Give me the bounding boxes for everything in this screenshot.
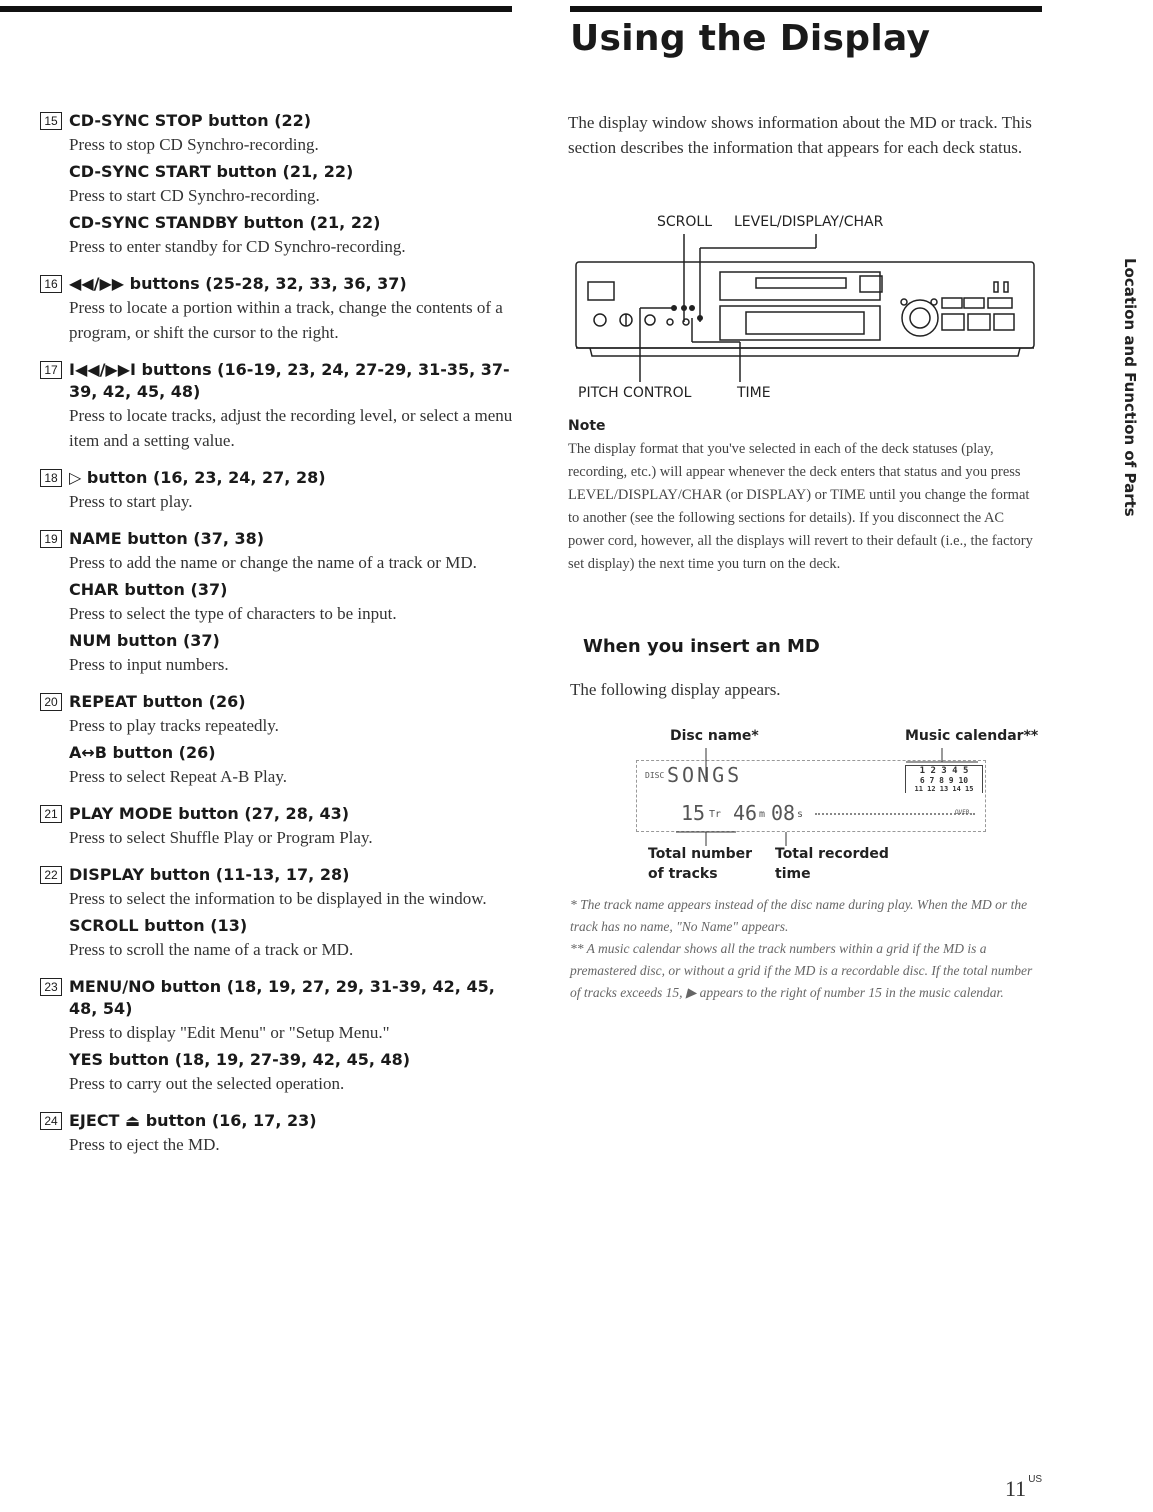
footnote-disc-name: * The track name appears instead of the disc name during play. When the MD or the track has no name, "No Name" appears.	[570, 897, 1028, 934]
item-heading: NAME button (37, 38)	[69, 529, 265, 548]
label-total-number: Total number	[648, 846, 753, 862]
button-descriptions	[40, 110, 520, 1171]
label-pitch-control: PITCH CONTROL	[578, 385, 692, 401]
item-number: 23	[40, 978, 62, 996]
item-heading: CD-SYNC START button (21, 22)	[69, 162, 354, 181]
item-heading: REPEAT button (26)	[69, 692, 246, 711]
lcd-track-unit: Tr	[709, 809, 722, 820]
item-description: Press to carry out the selected operation.	[69, 1074, 345, 1093]
item-description: Press to start CD Synchro-recording.	[69, 186, 320, 205]
item-number: 18	[40, 469, 62, 487]
item-number: 19	[40, 530, 62, 548]
item-description: Press to play tracks repeatedly.	[69, 716, 279, 735]
item-17	[40, 359, 520, 457]
item-heading: MENU/NO button (18, 19, 27, 29, 31-39, 42, 45, 48, 54)	[69, 977, 495, 1018]
item-20	[40, 691, 520, 793]
item-description: Press to select Repeat A-B Play.	[69, 767, 287, 786]
item-heading: I◀◀/▶▶I buttons (16-19, 23, 24, 27-29, 31-35, 37-39, 42, 45, 48)	[69, 360, 510, 401]
label-time-recorded: time	[775, 866, 811, 882]
lcd-over: OVER	[955, 809, 970, 816]
item-number: 24	[40, 1112, 62, 1130]
item-18	[40, 467, 520, 518]
calendar-row: 6 7 8 9 10	[919, 776, 969, 785]
page-number	[1005, 1474, 1042, 1502]
lcd-track-count: 15	[681, 801, 706, 825]
item-description: Press to locate tracks, adjust the recording level, or select a menu item and a setting value.	[69, 406, 513, 450]
item-description: Press to start play.	[69, 492, 193, 511]
side-tab-label: Location and Function of Parts	[1121, 258, 1139, 517]
item-heading: NUM button (37)	[69, 631, 220, 650]
item-15	[40, 110, 520, 263]
intro-paragraph: The display window shows information about the MD or track. This section describes the information that appears for each deck status.	[568, 113, 1032, 157]
item-heading: EJECT ⏏ button (16, 17, 23)	[69, 1111, 317, 1130]
display-section	[568, 110, 1043, 160]
item-22	[40, 864, 520, 966]
lcd-seconds-unit: s	[797, 809, 804, 820]
section-text: The following display appears.	[570, 680, 781, 699]
item-description: Press to stop CD Synchro-recording.	[69, 135, 319, 154]
footnote-music-calendar: ** A music calendar shows all the track numbers within a grid if the MD is a premastered disc, or without a grid if the MD is a recordable disc. If the total number of tracks exceeds 15, ▶ appears to the right of number 15 in the music calendar.	[570, 941, 1033, 1000]
item-number: 22	[40, 866, 62, 884]
page-number-value: 11	[1005, 1476, 1027, 1501]
top-rule-left	[0, 6, 512, 12]
item-heading: ▷ button (16, 23, 24, 27, 28)	[69, 468, 326, 487]
page-number-suffix: US	[1028, 1474, 1043, 1485]
label-of-tracks: of tracks	[648, 866, 718, 882]
page-title: Using the Display	[570, 18, 931, 59]
power-switch	[588, 282, 614, 300]
item-number: 15	[40, 112, 62, 130]
item-description: Press to add the name or change the name of a track or MD.	[69, 553, 477, 572]
item-heading: YES button (18, 19, 27-39, 42, 45, 48)	[69, 1050, 411, 1069]
item-description: Press to scroll the name of a track or MD.	[69, 940, 354, 959]
item-description: Press to display "Edit Menu" or "Setup Menu."	[69, 1023, 390, 1042]
display-leader-lines	[636, 748, 986, 848]
item-heading: CD-SYNC STANDBY button (21, 22)	[69, 213, 381, 232]
item-heading: CHAR button (37)	[69, 580, 228, 599]
phones-jack	[594, 314, 606, 326]
item-number: 16	[40, 275, 62, 293]
label-total-recorded: Total recorded	[775, 846, 889, 862]
item-number: 20	[40, 693, 62, 711]
item-heading: CD-SYNC STOP button (22)	[69, 111, 312, 130]
calendar-row: 1 2 3 4 5	[919, 766, 969, 776]
lcd-minutes: 46	[733, 801, 758, 825]
note-body: The display format that you've selected in each of the deck statuses (play, recording, etc.) will appear whenever the deck enters that status and you press LEVEL/DISPLAY/CHAR (or DISPLAY) or TIME until you change the format to another (see the following sections for details). If you disconnect the AC power cord, however, all the displays will revert to their default (i.e., the factory set display) the next time you turn on the deck.	[568, 441, 1033, 572]
label-music-calendar: Music calendar**	[905, 728, 1039, 744]
item-24	[40, 1110, 520, 1161]
item-description: Press to locate a portion within a track, change the contents of a program, or shift the cursor to the right.	[69, 298, 503, 342]
label-level-display-char: LEVEL/DISPLAY/CHAR	[734, 214, 884, 230]
item-description: Press to select the information to be displayed in the window.	[69, 889, 487, 908]
item-number: 21	[40, 805, 62, 823]
top-rule-right	[570, 6, 1042, 12]
label-disc-name: Disc name*	[670, 728, 759, 744]
item-heading: SCROLL button (13)	[69, 916, 248, 935]
display-window	[720, 306, 880, 340]
lcd-minutes-unit: m	[759, 809, 766, 820]
item-16	[40, 273, 520, 349]
item-description: Press to enter standby for CD Synchro-recording.	[69, 237, 406, 256]
disc-slot	[720, 272, 880, 300]
calendar-row: 11 12 13 14 15	[914, 785, 974, 793]
section-heading-insert-md: When you insert an MD	[583, 636, 820, 657]
lcd-disc-tag: DISC	[645, 771, 665, 780]
deck-body	[576, 262, 1034, 348]
item-21	[40, 803, 520, 854]
item-heading: ◀◀/▶▶ buttons (25-28, 32, 33, 36, 37)	[69, 274, 407, 293]
item-heading: PLAY MODE button (27, 28, 43)	[69, 804, 350, 823]
item-description: Press to input numbers.	[69, 655, 229, 674]
item-description: Press to select Shuffle Play or Program Play.	[69, 828, 373, 847]
md-deck-illustration	[570, 234, 1040, 384]
deck-base	[590, 348, 1020, 356]
item-description: Press to eject the MD.	[69, 1135, 220, 1154]
lcd-seconds: 08	[771, 801, 796, 825]
item-23	[40, 976, 520, 1100]
side-tab	[1115, 258, 1139, 558]
item-heading: A↔B button (26)	[69, 743, 216, 762]
item-description: Press to select the type of characters to be input.	[69, 604, 397, 623]
label-time: TIME	[737, 385, 771, 401]
lcd-disc-name: SONGS	[667, 763, 743, 787]
item-heading: DISPLAY button (11-13, 17, 28)	[69, 865, 350, 884]
note-heading: Note	[568, 418, 606, 434]
item-number: 17	[40, 361, 62, 379]
label-scroll: SCROLL	[657, 214, 713, 230]
item-19	[40, 528, 520, 681]
